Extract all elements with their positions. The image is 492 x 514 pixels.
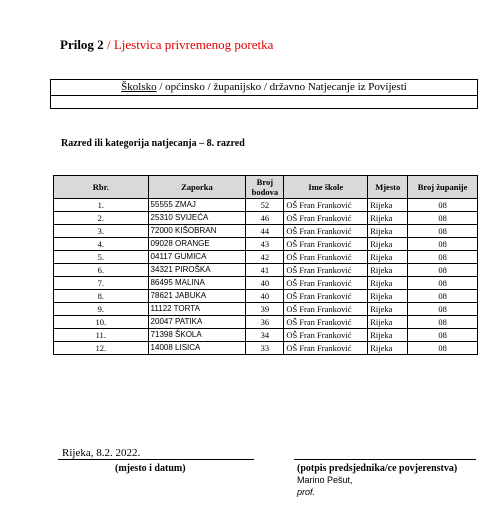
school-cell: OŠ Fran Franković — [284, 251, 368, 264]
county-cell: 08 — [408, 303, 478, 316]
points-cell: 36 — [246, 316, 284, 329]
table-row — [54, 303, 478, 316]
points-cell: 34 — [246, 329, 284, 342]
city-cell: Rijeka — [368, 251, 408, 264]
code-cell: 55555 ZMAJ — [148, 199, 246, 212]
school-cell: OŠ Fran Franković — [284, 225, 368, 238]
code-cell: 20047 PATIKA — [148, 316, 246, 329]
county-cell: 08 — [408, 212, 478, 225]
column-header: Broj bodova — [246, 176, 284, 199]
table-header-row — [54, 176, 478, 199]
city-cell: Rijeka — [368, 329, 408, 342]
column-header: Zaporka — [148, 176, 246, 199]
rank-cell: 1. — [54, 199, 149, 212]
code-cell: 86495 MALINA — [148, 277, 246, 290]
points-cell: 43 — [246, 238, 284, 251]
rank-cell: 7. — [54, 277, 149, 290]
county-cell: 08 — [408, 251, 478, 264]
points-cell: 41 — [246, 264, 284, 277]
county-cell: 08 — [408, 199, 478, 212]
points-cell: 39 — [246, 303, 284, 316]
city-cell: Rijeka — [368, 264, 408, 277]
code-cell: 09028 ORANGE — [148, 238, 246, 251]
school-cell: OŠ Fran Franković — [284, 238, 368, 251]
points-cell: 33 — [246, 342, 284, 355]
points-cell: 44 — [246, 225, 284, 238]
points-cell: 52 — [246, 199, 284, 212]
school-cell: OŠ Fran Franković — [284, 316, 368, 329]
rank-cell: 2. — [54, 212, 149, 225]
city-cell: Rijeka — [368, 225, 408, 238]
county-cell: 08 — [408, 342, 478, 355]
column-header: Rbr. — [54, 176, 149, 199]
points-cell: 40 — [246, 290, 284, 303]
city-cell: Rijeka — [368, 342, 408, 355]
table-row — [54, 199, 478, 212]
competition-box — [50, 79, 478, 109]
table-row — [54, 212, 478, 225]
county-cell: 08 — [408, 225, 478, 238]
competition-level-selected: Školsko — [121, 81, 157, 93]
rank-cell: 3. — [54, 225, 149, 238]
signer-name: Marino Pešut, — [297, 475, 353, 485]
code-cell: 25310 SVIJEĆA — [148, 212, 246, 225]
signature-line — [294, 459, 476, 460]
table-row — [54, 264, 478, 277]
school-cell: OŠ Fran Franković — [284, 342, 368, 355]
table-row — [54, 238, 478, 251]
table-row — [54, 225, 478, 238]
points-cell: 40 — [246, 277, 284, 290]
rank-cell: 9. — [54, 303, 149, 316]
rank-cell: 4. — [54, 238, 149, 251]
table-row — [54, 290, 478, 303]
rank-cell: 5. — [54, 251, 149, 264]
code-cell: 14008 LISICA — [148, 342, 246, 355]
county-cell: 08 — [408, 238, 478, 251]
county-cell: 08 — [408, 316, 478, 329]
school-cell: OŠ Fran Franković — [284, 303, 368, 316]
signer-title: prof. — [297, 487, 316, 497]
rank-cell: 11. — [54, 329, 149, 342]
document-heading — [60, 37, 273, 53]
table-row — [54, 342, 478, 355]
city-cell: Rijeka — [368, 303, 408, 316]
points-cell: 42 — [246, 251, 284, 264]
county-cell: 08 — [408, 277, 478, 290]
competition-title-rest: / općinsko / županijsko / državno Natjecanje iz Povijesti — [156, 81, 407, 93]
city-cell: Rijeka — [368, 199, 408, 212]
place-date-line — [58, 459, 254, 460]
place-date-label: (mjesto i datum) — [115, 463, 186, 474]
place-date: Rijeka, 8.2. 2022. — [62, 447, 141, 459]
county-cell: 08 — [408, 290, 478, 303]
rank-cell: 8. — [54, 290, 149, 303]
table-row — [54, 277, 478, 290]
city-cell: Rijeka — [368, 290, 408, 303]
county-cell: 08 — [408, 264, 478, 277]
column-header: Mjesto — [368, 176, 408, 199]
city-cell: Rijeka — [368, 277, 408, 290]
city-cell: Rijeka — [368, 238, 408, 251]
school-cell: OŠ Fran Franković — [284, 290, 368, 303]
table-row — [54, 329, 478, 342]
appendix-label: Prilog 2 — [60, 37, 104, 52]
rank-cell: 10. — [54, 316, 149, 329]
code-cell: 72000 KIŠOBRAN — [148, 225, 246, 238]
school-cell: OŠ Fran Franković — [284, 199, 368, 212]
results-table — [53, 175, 478, 355]
table-body — [54, 199, 478, 355]
table-row — [54, 316, 478, 329]
school-cell: OŠ Fran Franković — [284, 277, 368, 290]
points-cell: 46 — [246, 212, 284, 225]
code-cell: 04117 GUMICA — [148, 251, 246, 264]
city-cell: Rijeka — [368, 316, 408, 329]
category-label: Razred ili kategorija natjecanja – 8. razred — [61, 138, 245, 149]
school-cell: OŠ Fran Franković — [284, 212, 368, 225]
heading-separator: / — [103, 37, 114, 52]
code-cell: 34321 PIROŠKA — [148, 264, 246, 277]
code-cell: 78621 JABUKA — [148, 290, 246, 303]
document-title: Ljestvica privremenog poretka — [113, 37, 274, 52]
code-cell: 11122 TORTA — [148, 303, 246, 316]
code-cell: 71398 ŠKOLA — [148, 329, 246, 342]
competition-title — [51, 80, 477, 96]
column-header: Broj županije — [408, 176, 478, 199]
column-header: Ime škole — [284, 176, 368, 199]
city-cell: Rijeka — [368, 212, 408, 225]
county-cell: 08 — [408, 329, 478, 342]
rank-cell: 12. — [54, 342, 149, 355]
school-cell: OŠ Fran Franković — [284, 264, 368, 277]
rank-cell: 6. — [54, 264, 149, 277]
school-cell: OŠ Fran Franković — [284, 329, 368, 342]
table-row — [54, 251, 478, 264]
signature-label: (potpis predsjednika/ce povjerenstva) — [297, 463, 458, 474]
